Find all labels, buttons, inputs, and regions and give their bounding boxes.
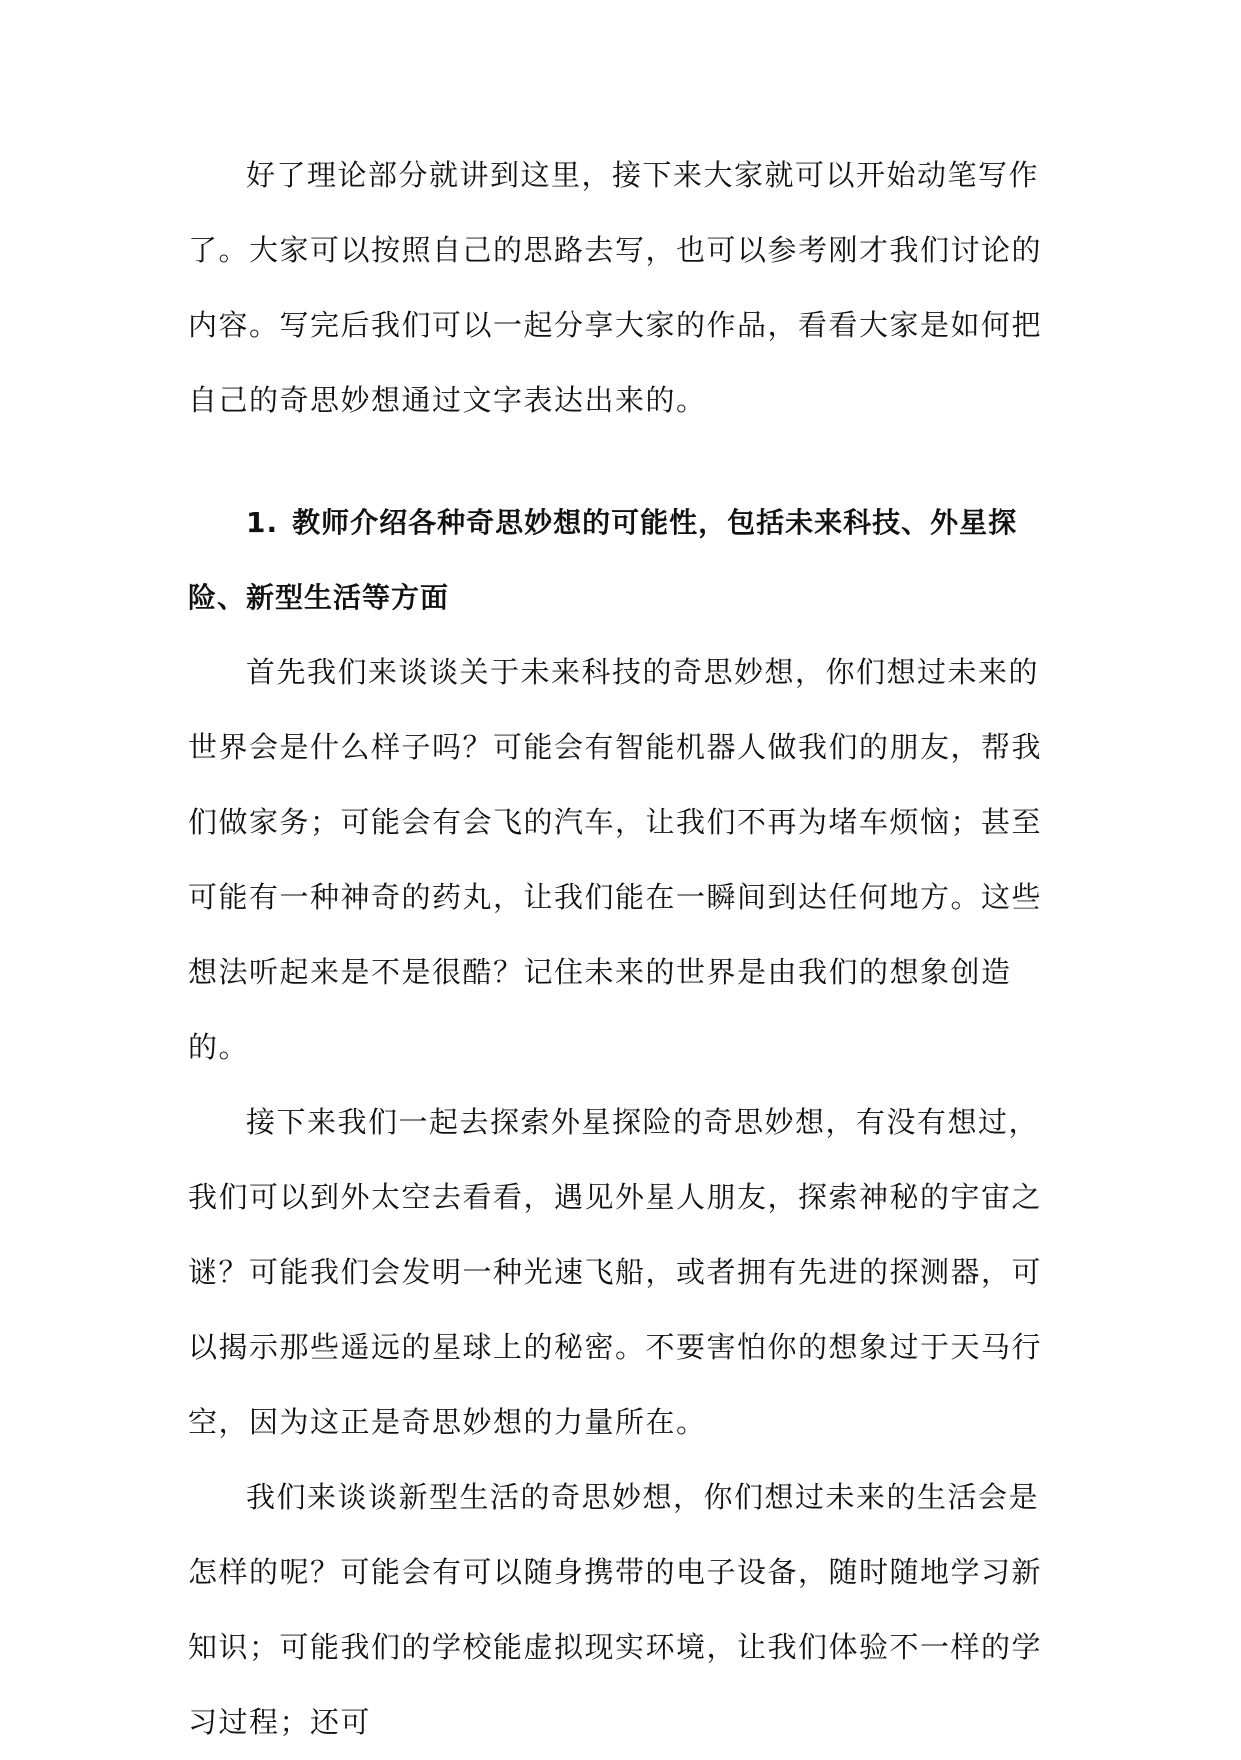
paragraph-new-life: 我们来谈谈新型生活的奇思妙想，你们想过未来的生活会是怎样的呢？可能会有可以随身携带的电子设备，随时随地学习新知识；可能我们的学校能虚拟现实环境，让我们体验不一样的学习过程；还可 [188,1480,1043,1739]
paragraph-future-tech: 首先我们来谈谈关于未来科技的奇思妙想，你们想过未来的世界会是什么样子吗？可能会有智能机器人做我们的朋友，帮我们做家务；可能会有会飞的汽车，让我们不再为堵车烦恼；甚至可能有一种神奇的药丸，让我们能在一瞬间到达任何地方。这些想法听起来是不是很酷？记住未来的世界是由我们的想象创造的。 [188,655,1043,1064]
section-spacer [188,438,1054,485]
paragraph-space-exploration: 接下来我们一起去探索外星探险的奇思妙想，有没有想过，我们可以到外太空去看看，遇见外星人朋友，探索神秘的宇宙之谜？可能我们会发明一种光速飞船，或者拥有先进的探测器，可以揭示那些遥远的星球上的秘密。不要害怕你的想象过于天马行空，因为这正是奇思妙想的力量所在。 [188,1105,1043,1439]
document-body [188,138,1054,1760]
section-heading [188,485,1054,635]
paragraph-intro: 好了理论部分就讲到这里，接下来大家就可以开始动笔写作了。大家可以按照自己的思路去写，也可以参考刚才我们讨论的内容。写完后我们可以一起分享大家的作品，看看大家是如何把自己的奇思妙想通过文字表达出来的。 [188,158,1043,417]
section-heading-text: 教师介绍各种奇思妙想的可能性，包括未来科技、外星探险、新型生活等方面 [188,506,1018,614]
section-heading-number: 1. [246,506,279,539]
